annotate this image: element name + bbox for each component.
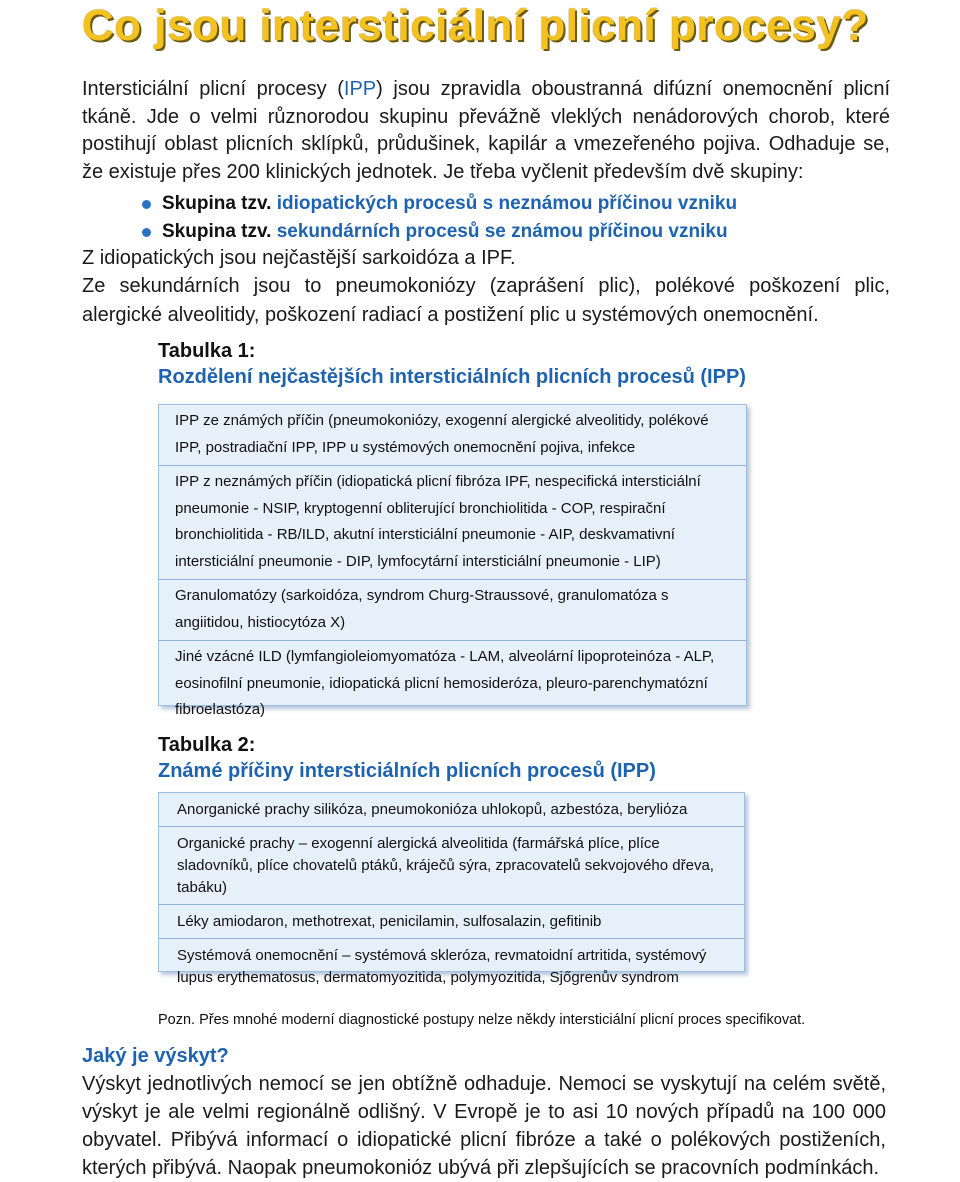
table-row: Systémová onemocnění – systémová skleróza, revmatoidní artritida, systémový lupus erythematosus, dermatomyozitida, polymyozitida, Sjőgrenův syndrom (177, 947, 707, 986)
footnote: Pozn. Přes mnohé moderní diagnostické postupy nelze někdy intersticiální plicní proces specifikovat. (158, 1012, 806, 1028)
table-row: Anorganické prachy silikóza, pneumokonióza uhlokopů, azbestóza, beryliόza (159, 793, 744, 827)
table1-title: Rozdělení nejčastějších intersticiálních plicních procesů (IPP) (158, 366, 746, 388)
bullet-highlight: idiopatických procesů s neznámou příčinou vzniku (276, 193, 738, 214)
table1-label: Tabulka 1: (158, 340, 256, 362)
section-heading: Jaký je výskyt? (82, 1045, 229, 1067)
table1-caption (158, 338, 746, 391)
list-item (142, 190, 737, 218)
incidence-paragraph: Výskyt jednotlivých nemocí se jen obtížně odhaduje. Nemoci se vyskytují na celém světě, výskyt je ale velmi regionálně odlišný. V Evropě je to asi 10 nových případů na 100 000 obyvatel. Přibývá informací o idiopatické plicní fibróze a také o polékových postiženích, kterých přibývá. Naopak pneumokonióz ubývá při zlepšujících se pracovních podmínkách. (82, 1073, 886, 1179)
table2-title: Známé příčiny intersticiálních plicních procesů (IPP) (158, 760, 656, 782)
table-row: IPP z neznámých příčin (idiopatická plicní fibróza IPF, nespecifická intersticiální pneumonie - NSIP, kryptogenní obliterující bronchiolitida - COP, respirační bronchiolitida - RB/ILD, akutní intersticiální pneumonie - AIP, deskvamativní intersticiální pneumonie - DIP, lymfocytární intersticiální pneumonie - LIP) (159, 466, 746, 580)
intro-paragraph (82, 76, 890, 186)
table1-box (158, 404, 747, 718)
table-row: Jiné vzácné ILD (lymfangioleiomyomatóza - LAM, alveolární lipoproteinóza - ALP, eosinofilní pneumonie, idiopatická plicní hemosideróza, pleuro-parenchymatózní fibroelastóza) (175, 648, 715, 718)
bullet-prefix: Skupina tzv. (162, 193, 277, 214)
ipp-abbreviation: IPP (343, 78, 377, 100)
table-row: IPP ze známých příčin (pneumokoniózy, exogenní alergické alveolitidy, polékové IPP, postradiační IPP, IPP u systémových onemocnění pojiva, infekce (159, 405, 746, 466)
bullet-highlight: sekundárních procesů se známou příčinou vzniku (276, 221, 728, 242)
list-item (142, 218, 737, 246)
intro-text-rest: ) jsou zpravidla oboustranná difúzní onemocnění plicní tkáně. Jde o velmi různorodou skupinu převážně vleklých nenádorových chorob, které postihují oblast plicních sklípků, průdušinek, kapilár a vmezeřeného pojiva. Odhaduje se, že existuje přes 200 klinických jednotek. Je třeba vyčlenit především dvě skupiny: (82, 78, 891, 183)
table-row: Granulomatózy (sarkoidóza, syndrom Churg-Straussové, granulomatóza s angiitidou, histiocytóza X) (159, 580, 746, 641)
table2-caption (158, 732, 656, 785)
idiopathic-note: Z idiopatických jsou nejčastější sarkoidóza a IPF. (82, 247, 516, 269)
intro-text-start: Intersticiální plicní procesy ( (82, 78, 344, 100)
table2-box (158, 792, 745, 986)
table-row: Organické prachy – exogenní alergická alveolitida (farmářská plíce, plíce sladovníků, plíce chovatelů ptáků, kráječů sýra, zpracovatelů sekvojového dřeva, tabáku) (159, 827, 744, 905)
secondary-paragraph: Ze sekundárních jsou to pneumokoniózy (zaprášení plic), polékové poškození plic, alergické alveolitidy, poškození radiací a postižení plic u systémových onemocnění. (82, 275, 890, 326)
table2-label: Tabulka 2: (158, 734, 256, 756)
bullet-prefix: Skupina tzv. (162, 221, 277, 242)
group-list (142, 190, 737, 246)
table-row: Léky amiodaron, methotrexat, penicilamin, sulfosalazin, gefitinib (159, 905, 744, 939)
page-title: Co jsou intersticiální plicní procesy? (82, 1, 869, 50)
